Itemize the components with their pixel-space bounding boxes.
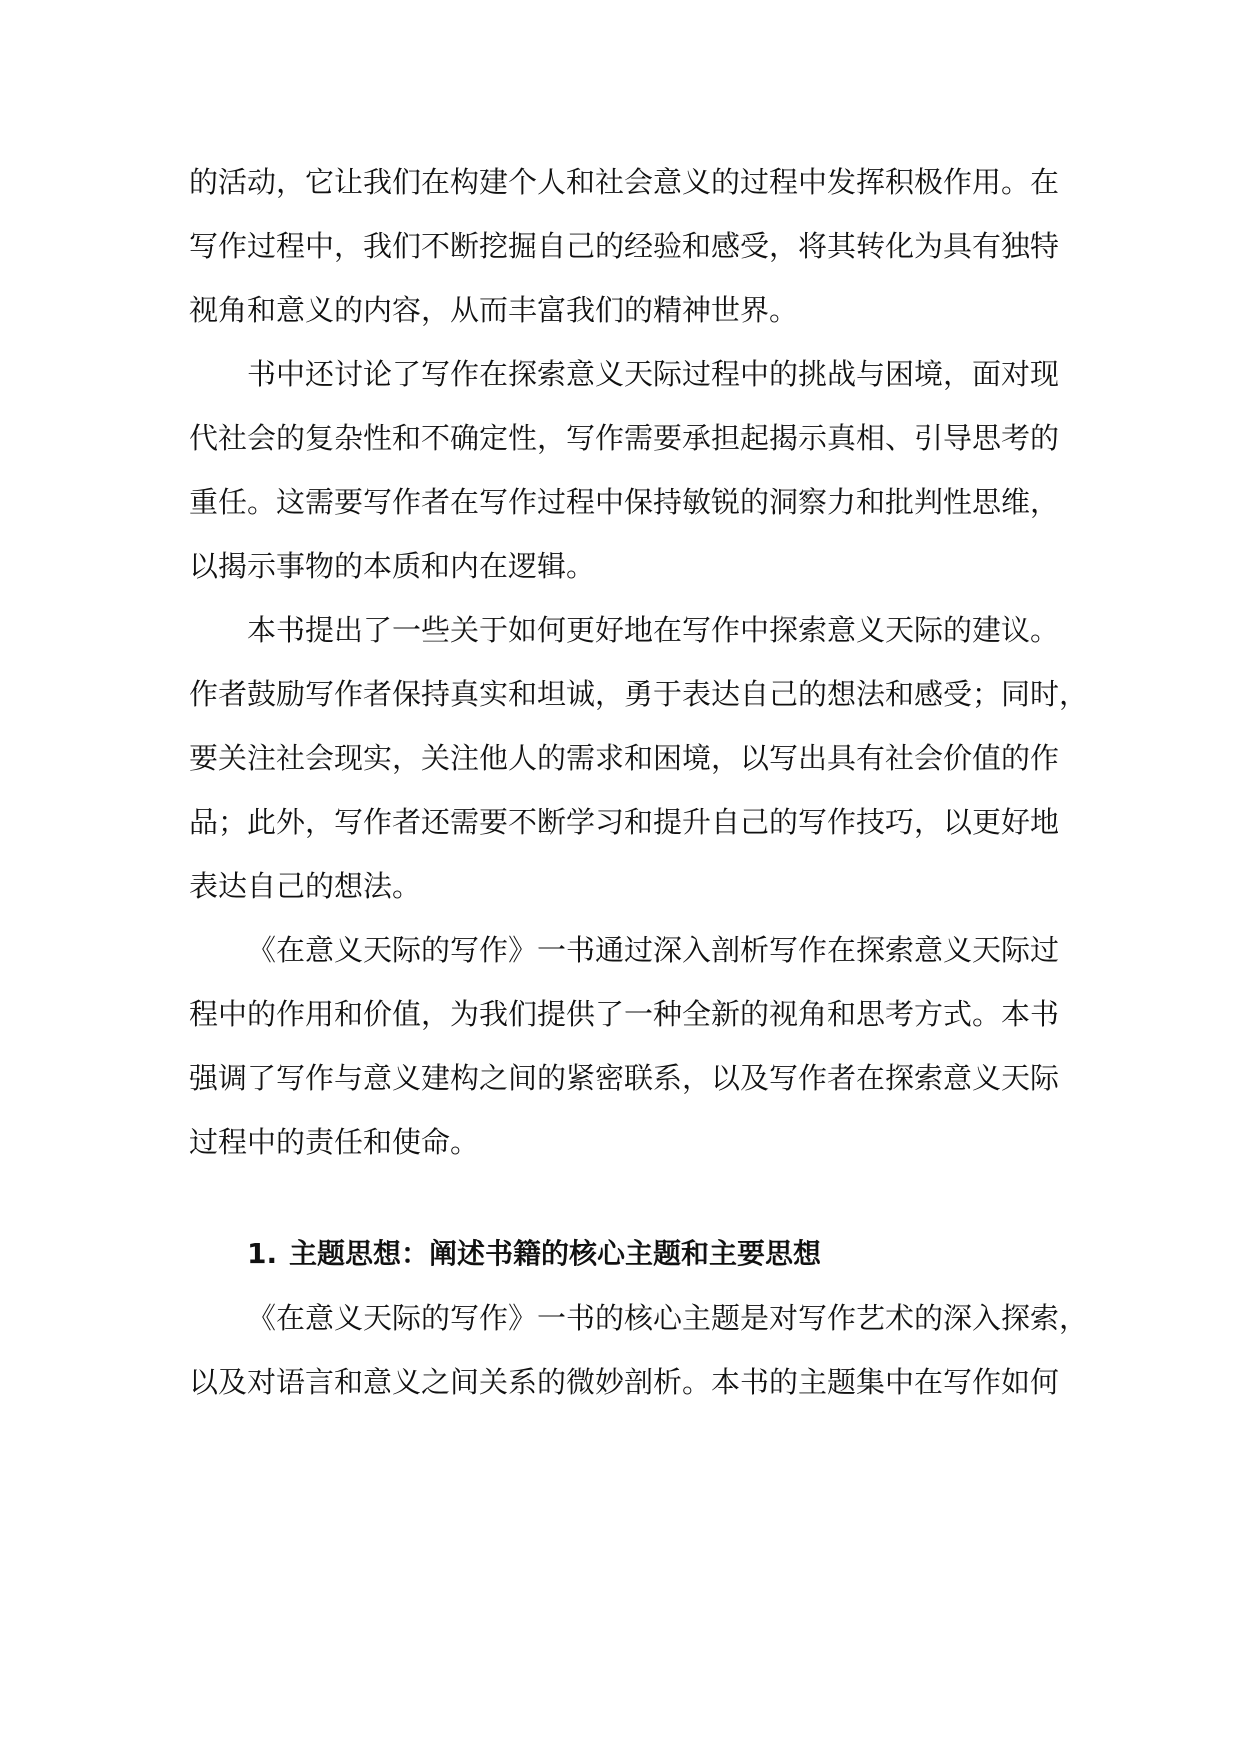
text-line: 强调了写作与意义建构之间的紧密联系，以及写作者在探索意义天际 bbox=[189, 1061, 1060, 1095]
text-line: 表达自己的想法。 bbox=[189, 869, 422, 903]
text-line: 视角和意义的内容，从而丰富我们的精神世界。 bbox=[189, 293, 799, 327]
text-line: 以及对语言和意义之间关系的微妙剖析。本书的主题集中在写作如何 bbox=[189, 1365, 1060, 1399]
section-number: 1. bbox=[247, 1237, 278, 1270]
text-line: 的活动，它让我们在构建个人和社会意义的过程中发挥积极作用。在 bbox=[189, 165, 1060, 199]
document-body bbox=[189, 150, 1089, 1414]
text-line: 《在意义天际的写作》一书的核心主题是对写作艺术的深入探索， bbox=[247, 1301, 1089, 1335]
text-line: 程中的作用和价值，为我们提供了一种全新的视角和思考方式。本书 bbox=[189, 997, 1060, 1031]
text-line: 作者鼓励写作者保持真实和坦诚，勇于表达自己的想法和感受；同时， bbox=[189, 677, 1089, 711]
text-line: 书中还讨论了写作在探索意义天际过程中的挑战与困境，面对现 bbox=[247, 357, 1060, 391]
text-line: 本书提出了一些关于如何更好地在写作中探索意义天际的建议。 bbox=[247, 613, 1060, 647]
text-line: 以揭示事物的本质和内在逻辑。 bbox=[189, 549, 596, 583]
text-line: 写作过程中，我们不断挖掘自己的经验和感受，将其转化为具有独特 bbox=[189, 229, 1060, 263]
text-line: 品；此外，写作者还需要不断学习和提升自己的写作技巧，以更好地 bbox=[189, 805, 1060, 839]
text-line: 重任。这需要写作者在写作过程中保持敏锐的洞察力和批判性思维， bbox=[189, 485, 1060, 519]
text-line: 过程中的责任和使命。 bbox=[189, 1125, 480, 1159]
paragraph-5 bbox=[189, 1286, 1089, 1414]
section-heading bbox=[189, 1222, 1049, 1286]
text-line: 要关注社会现实，关注他人的需求和困境，以写出具有社会价值的作 bbox=[189, 741, 1060, 775]
paragraph-1 bbox=[189, 150, 1060, 342]
section-title: 主题思想：阐述书籍的核心主题和主要思想 bbox=[289, 1237, 822, 1270]
paragraph-2 bbox=[189, 342, 1060, 598]
paragraph-4 bbox=[189, 918, 1060, 1174]
text-line: 代社会的复杂性和不确定性，写作需要承担起揭示真相、引导思考的 bbox=[189, 421, 1060, 455]
text-line: 《在意义天际的写作》一书通过深入剖析写作在探索意义天际过 bbox=[247, 933, 1060, 967]
paragraph-3 bbox=[189, 598, 1089, 918]
